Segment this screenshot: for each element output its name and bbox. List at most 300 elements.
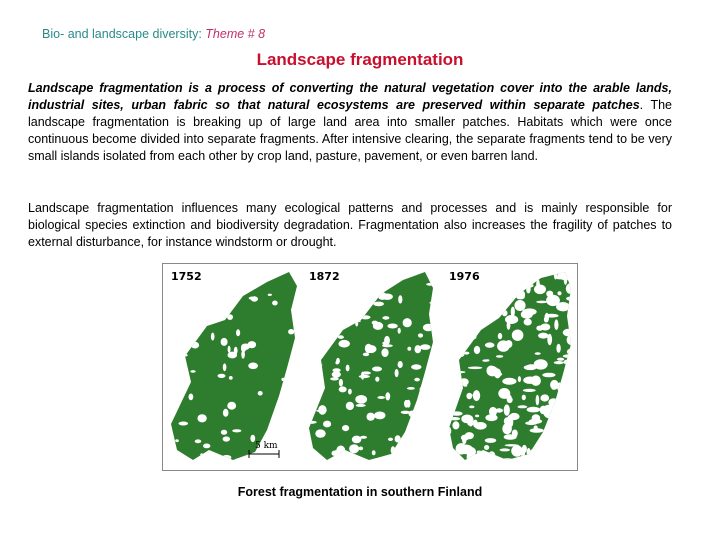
cleared-patch — [538, 333, 548, 339]
cleared-patch — [301, 362, 308, 364]
cleared-patch — [221, 430, 227, 435]
cleared-patch — [373, 302, 384, 307]
cleared-patch — [464, 352, 470, 355]
cleared-patch — [521, 447, 525, 457]
year-label-1976: 1976 — [449, 270, 480, 283]
cleared-patch — [223, 436, 230, 441]
cleared-patch — [339, 386, 347, 392]
cleared-patch — [359, 375, 370, 378]
cleared-patch — [542, 268, 554, 274]
cleared-patch — [568, 270, 577, 277]
cleared-patch — [444, 305, 447, 308]
cleared-patch — [348, 389, 352, 395]
cleared-patch — [407, 347, 411, 351]
cleared-patch — [500, 279, 514, 290]
cleared-patch — [391, 446, 396, 454]
cleared-patch — [398, 295, 402, 303]
cleared-patch — [319, 322, 328, 330]
cleared-patch — [332, 314, 338, 318]
cleared-patch — [510, 318, 519, 323]
cleared-patch — [365, 344, 372, 353]
course-label: Bio- and landscape diversity: — [42, 27, 202, 41]
cleared-patch — [563, 266, 571, 271]
cleared-patch — [521, 311, 533, 317]
cleared-patch — [248, 341, 257, 348]
cleared-patch — [498, 333, 502, 339]
cleared-patch — [301, 458, 310, 462]
cleared-patch — [486, 302, 490, 309]
cleared-patch — [567, 402, 572, 409]
cleared-patch — [474, 301, 487, 306]
cleared-patch — [534, 285, 546, 295]
cleared-patch — [487, 366, 498, 376]
cleared-patch — [372, 450, 376, 455]
cleared-patch — [505, 265, 510, 275]
cleared-patch — [355, 395, 367, 404]
cleared-patch — [169, 346, 177, 352]
cleared-patch — [414, 378, 420, 382]
cleared-patch — [409, 411, 418, 418]
cleared-patch — [468, 416, 474, 427]
cleared-patch — [304, 333, 312, 338]
cleared-patch — [227, 314, 233, 320]
cleared-patch — [430, 265, 434, 272]
cleared-patch — [338, 335, 344, 339]
cleared-patch — [339, 379, 343, 387]
cleared-patch — [322, 298, 328, 304]
definition-lead: Landscape fragmentation is a process of converting the natural vegetation cover into the arable lands, industrial sites, urban fabric so that natural ecosystems are preserved within separate patches — [28, 81, 672, 112]
cleared-patch — [550, 418, 554, 423]
cleared-patch — [514, 300, 525, 311]
cleared-patch — [450, 305, 455, 309]
cleared-patch — [457, 304, 464, 307]
cleared-patch — [221, 338, 228, 346]
cleared-patch — [463, 384, 467, 387]
cleared-patch — [362, 371, 371, 374]
cleared-patch — [390, 265, 395, 272]
cleared-patch — [272, 301, 278, 306]
cleared-patch — [228, 346, 231, 353]
cleared-patch — [360, 315, 370, 319]
cleared-patch — [536, 395, 540, 406]
cleared-patch — [309, 315, 317, 321]
cleared-patch — [460, 307, 469, 311]
cleared-patch — [540, 394, 549, 401]
cleared-patch — [569, 367, 576, 371]
cleared-patch — [507, 321, 511, 330]
cleared-patch — [353, 320, 361, 322]
cleared-patch — [542, 373, 555, 378]
cleared-patch — [557, 291, 561, 295]
cleared-patch — [571, 353, 574, 363]
cleared-patch — [426, 266, 432, 271]
cleared-patch — [408, 459, 418, 463]
cleared-patch — [426, 283, 437, 286]
cleared-patch — [463, 300, 475, 303]
cleared-patch — [330, 377, 339, 380]
cleared-patch — [511, 283, 521, 289]
cleared-patch — [457, 341, 469, 346]
cleared-patch — [485, 342, 495, 347]
cleared-patch — [517, 270, 526, 280]
cleared-patch — [417, 449, 424, 458]
fragmentation-figure — [162, 263, 578, 471]
cleared-patch — [559, 435, 568, 442]
cleared-patch — [536, 301, 547, 304]
cleared-patch — [304, 375, 313, 383]
cleared-patch — [399, 446, 402, 455]
cleared-patch — [442, 360, 454, 364]
cleared-patch — [303, 327, 312, 330]
cleared-patch — [313, 294, 317, 299]
cleared-patch — [232, 429, 241, 432]
cleared-patch — [241, 350, 245, 358]
cleared-patch — [387, 324, 397, 329]
paragraph-definition — [28, 80, 672, 165]
cleared-patch — [450, 406, 454, 414]
cleared-patch — [427, 414, 431, 419]
cleared-patch — [566, 297, 576, 301]
cleared-patch — [190, 325, 193, 331]
cleared-patch — [382, 316, 389, 320]
cleared-patch — [197, 313, 206, 316]
cleared-patch — [341, 290, 345, 294]
definition-rest: . The landscape fragmentation is breaking up of large land area into smaller patches. Habitats which were once continuous become divided into separate fragments. After intensive clearing, the separate fragments tend to be very small islands isolated from each other by crop land, pasture, pavement, or even barren land. — [28, 98, 672, 163]
cleared-patch — [395, 369, 399, 377]
cleared-patch — [445, 426, 452, 435]
cleared-patch — [418, 333, 423, 337]
cleared-patch — [518, 405, 528, 408]
cleared-patch — [473, 420, 478, 428]
cleared-patch — [182, 310, 188, 313]
cleared-patch — [454, 332, 459, 341]
cleared-patch — [309, 332, 315, 342]
cleared-patch — [398, 328, 401, 334]
cleared-patch — [367, 413, 375, 421]
cleared-patch — [463, 317, 477, 328]
cleared-patch — [346, 402, 354, 410]
cleared-patch — [566, 283, 575, 294]
cleared-patch — [305, 421, 317, 424]
cleared-patch — [245, 283, 251, 286]
cleared-patch — [508, 415, 514, 421]
cleared-patch — [372, 367, 382, 372]
cleared-patch — [561, 422, 565, 429]
cleared-patch — [248, 363, 258, 370]
cleared-patch — [569, 448, 577, 456]
cleared-patch — [460, 300, 473, 306]
cleared-patch — [395, 269, 399, 274]
cleared-patch — [534, 425, 538, 430]
cleared-patch — [407, 387, 415, 390]
cleared-patch — [536, 279, 540, 289]
cleared-patch — [179, 422, 189, 426]
cleared-patch — [546, 295, 560, 306]
cleared-patch — [567, 410, 577, 419]
cleared-patch — [500, 458, 514, 461]
cleared-patch — [191, 342, 199, 349]
cleared-patch — [403, 318, 412, 327]
cleared-patch — [445, 331, 450, 338]
cleared-patch — [554, 319, 558, 330]
cleared-patch — [404, 271, 411, 276]
cleared-patch — [352, 436, 362, 444]
cleared-patch — [355, 321, 358, 327]
cleared-patch — [484, 445, 489, 450]
cleared-patch — [258, 391, 263, 396]
cleared-patch — [411, 364, 421, 369]
cleared-patch — [495, 265, 505, 275]
cleared-patch — [373, 322, 383, 330]
cleared-patch — [504, 284, 512, 294]
cleared-patch — [411, 452, 418, 458]
cleared-patch — [353, 312, 359, 321]
cleared-patch — [500, 448, 511, 451]
cleared-patch — [457, 317, 468, 320]
cleared-patch — [512, 288, 522, 296]
cleared-patch — [374, 412, 385, 420]
cleared-patch — [384, 285, 388, 290]
cleared-patch — [351, 284, 359, 288]
cleared-patch — [466, 393, 472, 399]
cleared-patch — [556, 344, 560, 353]
cleared-patch — [312, 296, 316, 303]
cleared-patch — [489, 407, 497, 417]
cleared-patch — [332, 371, 341, 377]
cleared-patch — [527, 266, 536, 272]
cleared-patch — [452, 308, 457, 315]
cleared-patch — [382, 344, 393, 347]
cleared-patch — [525, 284, 533, 288]
cleared-patch — [335, 361, 339, 364]
cleared-patch — [444, 304, 457, 307]
cleared-patch — [317, 324, 324, 333]
cleared-patch — [570, 331, 574, 334]
cleared-patch — [504, 404, 510, 415]
cleared-patch — [444, 372, 454, 375]
cleared-patch — [469, 406, 474, 409]
cleared-patch — [530, 449, 537, 458]
cleared-patch — [175, 439, 179, 442]
cleared-patch — [363, 353, 369, 357]
cleared-patch — [488, 451, 495, 460]
year-label-1752: 1752 — [171, 270, 202, 283]
cleared-patch — [452, 288, 457, 291]
cleared-patch — [171, 336, 177, 344]
figure-caption: Forest fragmentation in southern Finland — [237, 485, 483, 499]
cleared-patch — [550, 442, 555, 449]
cleared-patch — [555, 425, 559, 428]
cleared-patch — [570, 431, 573, 441]
forest-cover — [163, 264, 299, 470]
forest-map-1976 — [440, 264, 578, 470]
cleared-patch — [236, 270, 241, 275]
cleared-patch — [462, 295, 469, 299]
cleared-patch — [173, 336, 178, 340]
cleared-patch — [563, 438, 573, 449]
cleared-patch — [211, 333, 215, 341]
fragmentation-maps — [163, 264, 577, 470]
cleared-patch — [441, 333, 452, 336]
cleared-patch — [186, 459, 192, 463]
cleared-patch — [384, 294, 387, 298]
cleared-patch — [420, 386, 430, 394]
theme-label: Theme # 8 — [205, 27, 266, 41]
cleared-patch — [223, 409, 229, 417]
cleared-patch — [323, 421, 331, 428]
cleared-patch — [219, 280, 229, 286]
cleared-patch — [316, 363, 323, 367]
cleared-patch — [178, 353, 188, 357]
cleared-patch — [449, 417, 460, 420]
cleared-patch — [218, 374, 226, 378]
cleared-patch — [377, 396, 385, 399]
cleared-patch — [476, 316, 482, 327]
cleared-patch — [356, 404, 366, 407]
cleared-patch — [430, 302, 434, 305]
cleared-patch — [342, 425, 349, 431]
cleared-patch — [407, 400, 411, 408]
cleared-patch — [249, 297, 257, 300]
cleared-patch — [567, 385, 576, 394]
cleared-patch — [485, 438, 497, 443]
cleared-patch — [222, 455, 232, 460]
cleared-patch — [493, 304, 501, 307]
cleared-patch — [381, 348, 388, 357]
cleared-patch — [337, 454, 344, 458]
cleared-patch — [420, 344, 431, 350]
cleared-patch — [568, 391, 577, 400]
cleared-patch — [428, 441, 433, 445]
cleared-patch — [312, 308, 322, 311]
cleared-patch — [487, 266, 493, 276]
cleared-patch — [557, 403, 569, 407]
cleared-patch — [355, 287, 363, 294]
cleared-patch — [523, 389, 536, 392]
cleared-patch — [471, 334, 476, 339]
page-title: Landscape fragmentation — [256, 50, 464, 69]
cleared-patch — [197, 414, 206, 422]
cleared-patch — [354, 311, 361, 314]
cleared-patch — [388, 438, 393, 441]
cleared-patch — [189, 394, 194, 401]
cleared-patch — [531, 376, 541, 386]
cleared-patch — [229, 376, 233, 380]
cleared-patch — [236, 329, 240, 336]
cleared-patch — [502, 378, 516, 385]
cleared-patch — [561, 413, 566, 418]
cleared-patch — [544, 405, 555, 410]
cleared-patch — [427, 385, 433, 390]
cleared-patch — [456, 298, 468, 309]
cleared-patch — [477, 451, 482, 454]
cleared-patch — [395, 435, 401, 442]
cleared-patch — [268, 294, 272, 296]
cleared-patch — [499, 276, 503, 287]
cleared-patch — [336, 446, 345, 456]
cleared-patch — [512, 330, 524, 341]
cleared-patch — [474, 346, 480, 354]
cleared-patch — [418, 396, 424, 404]
cleared-patch — [229, 276, 234, 281]
cleared-patch — [315, 429, 325, 437]
forest-map-1752 — [163, 264, 299, 470]
cleared-patch — [288, 329, 294, 334]
cleared-patch — [550, 380, 559, 390]
cleared-patch — [281, 378, 285, 381]
cleared-patch — [362, 296, 369, 301]
cleared-patch — [249, 281, 256, 285]
cleared-patch — [560, 275, 570, 280]
cleared-patch — [456, 351, 465, 357]
cleared-patch — [227, 402, 236, 410]
cleared-patch — [359, 447, 364, 451]
cleared-patch — [540, 324, 550, 331]
cleared-patch — [447, 384, 460, 390]
cleared-patch — [563, 359, 575, 365]
cleared-patch — [283, 434, 292, 440]
cleared-patch — [544, 316, 548, 322]
cleared-patch — [554, 269, 557, 280]
cleared-patch — [339, 340, 350, 348]
cleared-patch — [349, 315, 354, 319]
cleared-patch — [518, 376, 521, 382]
cleared-patch — [507, 397, 513, 404]
cleared-patch — [208, 270, 211, 277]
cleared-patch — [290, 366, 293, 371]
cleared-patch — [195, 439, 202, 443]
cleared-patch — [401, 411, 410, 414]
cleared-patch — [468, 367, 482, 370]
cleared-patch — [559, 390, 571, 401]
cleared-patch — [398, 361, 403, 368]
cleared-patch — [524, 319, 532, 326]
cleared-patch — [552, 438, 563, 445]
cleared-patch — [503, 292, 516, 297]
cleared-patch — [549, 438, 561, 447]
cleared-patch — [482, 304, 485, 313]
cleared-patch — [203, 444, 210, 449]
cleared-patch — [525, 421, 537, 425]
cleared-patch — [554, 361, 564, 364]
cleared-patch — [389, 268, 392, 272]
cleared-patch — [475, 415, 479, 418]
cleared-patch — [527, 407, 541, 413]
cleared-patch — [485, 359, 489, 361]
cleared-patch — [476, 283, 480, 293]
cleared-patch — [505, 340, 512, 348]
cleared-patch — [563, 354, 577, 358]
cleared-patch — [458, 309, 462, 314]
cleared-patch — [440, 327, 451, 333]
cleared-patch — [228, 352, 238, 359]
cleared-patch — [375, 377, 379, 382]
cleared-patch — [496, 355, 503, 358]
cleared-patch — [166, 295, 174, 302]
cleared-patch — [451, 411, 463, 415]
cleared-patch — [473, 390, 480, 401]
cleared-patch — [522, 395, 526, 401]
paragraph-impacts: Landscape fragmentation influences many ecological patterns and processes and is mainly responsible for biological species extinction and biodiversity degradation. Fragmentation also increases the fragility of patches to external disturbance, for instance windstorm or drought. — [28, 201, 672, 249]
cleared-patch — [234, 458, 242, 465]
cleared-patch — [461, 297, 465, 303]
cleared-patch — [318, 405, 326, 415]
cleared-patch — [547, 408, 550, 416]
cleared-patch — [384, 336, 390, 345]
cleared-patch — [423, 324, 434, 331]
cleared-patch — [200, 453, 203, 458]
cleared-patch — [450, 322, 462, 330]
